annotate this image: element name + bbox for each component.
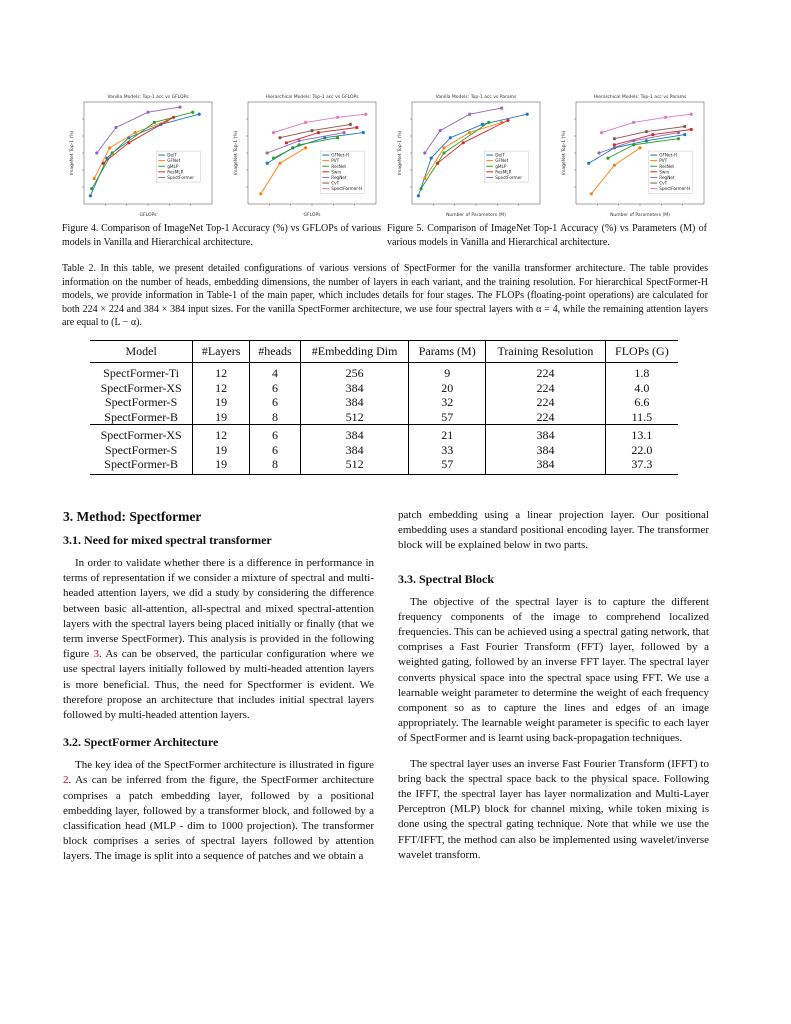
text-run: The key idea of the SpectFormer architecture is illustrated in figure [75, 759, 374, 772]
right-column [398, 508, 709, 873]
data-point [506, 119, 509, 122]
data-point [285, 141, 288, 144]
table-row [90, 363, 678, 381]
section-3-1-paragraph [63, 556, 374, 723]
legend-label: ResNet [331, 163, 347, 169]
data-point [304, 121, 307, 124]
table-cell: 384 [300, 425, 408, 443]
series-line [421, 122, 489, 188]
table-cell: 37.3 [605, 457, 678, 474]
series-line [591, 148, 640, 194]
table-cell: 19 [193, 443, 250, 458]
data-point [690, 128, 693, 131]
data-point [613, 143, 616, 146]
data-point [317, 131, 320, 134]
data-point [590, 192, 593, 195]
data-point [89, 194, 92, 197]
table-cell: 512 [300, 410, 408, 425]
table-cell: 20 [409, 381, 486, 396]
header-heads: #heads [250, 341, 301, 363]
plot-title: Vanilla Models: Top-1 acc vs Params [435, 95, 517, 100]
data-point [462, 141, 465, 144]
section-3-2-paragraph [63, 758, 374, 864]
table-row [90, 381, 678, 396]
table-cell: 1.8 [634, 366, 650, 381]
table-cell: SpectFormer-XS [90, 425, 193, 443]
header-model: Model [90, 341, 193, 363]
legend-label: gMLP [167, 163, 179, 169]
table-cell: 33 [409, 443, 486, 458]
table-cell: SpectFormer-XS [90, 381, 193, 396]
legend-label: ResNet [659, 163, 675, 169]
table-cell: 224 [486, 363, 606, 381]
legend-label: Swin [331, 169, 342, 175]
text-run: . As can be observed, the particular configuration where we use spectral layers initially followed by multi-headed attention layers is more beneficial. Thus, the need for Spectformer is evident. We therefore propose an architecture that includes initial spectral layers followed by multi-headed attention layers. [63, 648, 375, 722]
table-cell: 13.1 [605, 425, 678, 443]
header-training-resolution: Training Resolution [486, 341, 606, 363]
x-axis-label: GFLOPs [303, 213, 321, 218]
plot-hier-gflops [224, 92, 384, 220]
table-cell: SpectFormer-S [90, 443, 193, 458]
table-cell: 22.0 [631, 442, 653, 457]
legend-label: gMLP [495, 163, 507, 169]
legend-label: PVT [331, 158, 340, 164]
data-point [423, 177, 426, 180]
table-cell: 6 [250, 443, 301, 458]
data-point [645, 130, 648, 133]
figure-ref-link[interactable]: 2 [63, 774, 69, 787]
figure-5-caption: Figure 5. Comparison of ImageNet Top-1 Accuracy (%) vs Parameters (M) of various models in Vanilla and Hierarchical architecture. [387, 223, 707, 248]
legend-label: GFNet-H [659, 152, 677, 158]
data-point [304, 146, 307, 149]
data-point [597, 151, 600, 154]
plot-title: Hierarchical Models: Top-1 acc vs GFLOPs [265, 95, 359, 100]
data-point [430, 157, 433, 160]
table-cell: 224 [486, 395, 606, 410]
data-point [500, 107, 503, 110]
section-3-2-title: 3.2. SpectFormer Architecture [63, 735, 219, 750]
y-axis-label: ImageNet Top-1 (%) [234, 130, 239, 176]
table-cell: 11.5 [631, 409, 653, 424]
legend-label: DeiT [495, 152, 505, 158]
table-cell: 6 [250, 395, 301, 410]
data-point [645, 139, 648, 142]
left-column [63, 508, 374, 875]
x-axis-label: Number of Parameters (M) [610, 213, 670, 218]
data-point [683, 133, 686, 136]
data-point [298, 143, 301, 146]
data-point [632, 143, 635, 146]
table-cell: 21 [409, 425, 486, 443]
data-point [364, 113, 367, 116]
data-point [677, 137, 680, 140]
plot-vanilla-gflops [60, 92, 220, 220]
table-cell: 19 [193, 410, 250, 425]
data-point [442, 146, 445, 149]
plot-title: Hierarchical Models: Top-1 acc vs Params [593, 95, 687, 100]
data-point [349, 123, 352, 126]
data-point [468, 131, 471, 134]
plot-vanilla-params [388, 92, 548, 220]
table-cell: 384 [300, 443, 408, 458]
data-point [526, 113, 529, 116]
table-cell: 19 [193, 457, 250, 474]
data-point [449, 136, 452, 139]
legend-label: DeiT [167, 152, 177, 158]
header-embedding-dim: #Embedding Dim [300, 341, 408, 363]
data-point [419, 187, 422, 190]
table-cell: 224 [486, 381, 606, 396]
header-params: Params (M) [409, 341, 486, 363]
data-point [342, 131, 345, 134]
table-cell: 57 [409, 410, 486, 425]
table-cell: 6 [250, 381, 301, 396]
data-point [355, 126, 358, 129]
table-row [90, 443, 678, 458]
data-point [178, 106, 181, 109]
data-point [310, 129, 313, 132]
series-line [274, 114, 366, 132]
table-cell: 4 [250, 363, 301, 381]
legend-label: GFNet-H [331, 152, 349, 158]
table-cell: 384 [486, 443, 606, 458]
section-3-3-paragraph-1: The objective of the spectral layer is to capture the different frequency components of the image to comprehend localized frequencies. This can be achieved using a spectral gating network, that comprises a Fast Fourier Transform (FFT) layer, followed by a weighted gating, followed by an inverse FFT layer. The spectral layer converts physical space into the spectral space using FFT. We use a learnable weight parameter to determine the weight of each frequency component so as to capture the lines and edges of an image appropriately. The learnable weight parameter is specific to each layer of SpectFormer and is learnt using back-propagation techniques. [398, 595, 709, 745]
plot-svg [388, 92, 548, 220]
plot-hier-params [552, 92, 712, 220]
table-cell: SpectFormer-S [90, 395, 193, 410]
legend-label: SpectFormer [167, 175, 194, 181]
table-cell: 4.0 [634, 380, 650, 395]
plot-svg [552, 92, 712, 220]
table-cell: SpectFormer-B [90, 457, 193, 474]
series-line [602, 114, 692, 132]
data-point [468, 113, 471, 116]
data-point [690, 113, 693, 116]
plot-svg [60, 92, 220, 220]
section-3-3-paragraph-2: The spectral layer uses an inverse Fast Fourier Transform (IFFT) to bring back the spectral space back to the physical space. Following the IFFT, the spectral layer has layer normalization and Multi-Layer Perceptron (MLP) block for channel mixing, while token mixing is done using the spectral gating technique. Note that while we use the FFT/IFFT, the method can also be implemented using wavelet/inverse wavelet transform. [398, 757, 709, 861]
table-row [90, 410, 678, 425]
series-line [97, 107, 180, 153]
series-line [261, 148, 306, 194]
legend-label: SpectFormer-H [659, 186, 691, 192]
data-point [114, 126, 117, 129]
data-point [683, 125, 686, 128]
data-point [278, 136, 281, 139]
figure-4-caption: Figure 4. Comparison of ImageNet Top-1 Accuracy (%) vs GFLOPs of various models in Vanilla and Hierarchical architecture. [62, 223, 381, 248]
table-cell: 224 [486, 410, 606, 425]
data-point [266, 162, 269, 165]
data-point [613, 164, 616, 167]
plot-svg [224, 92, 384, 220]
table-cell: 6.6 [634, 395, 650, 410]
table-cell: SpectFormer-B [90, 410, 193, 425]
section-3-title: 3. Method: Spectformer [63, 509, 202, 524]
data-point [127, 141, 130, 144]
x-axis-label: GFLOPs [139, 213, 157, 218]
x-axis-label: Number of Parameters (M) [446, 213, 506, 218]
data-point [278, 162, 281, 165]
table-body [90, 363, 678, 475]
table-cell: 8 [250, 457, 301, 474]
data-point [102, 162, 105, 165]
data-point [423, 151, 426, 154]
data-point [90, 187, 93, 190]
data-point [677, 131, 680, 134]
data-point [298, 139, 301, 142]
table-row [90, 457, 678, 474]
data-point [108, 146, 111, 149]
table-cell: 19 [193, 395, 250, 410]
legend-label: GFNet [167, 158, 181, 164]
table-cell: 12 [193, 425, 250, 443]
data-point [362, 131, 365, 134]
data-point [439, 129, 442, 132]
data-point [436, 162, 439, 165]
data-point [198, 113, 201, 116]
table-cell: SpectFormer-Ti [90, 363, 193, 381]
data-point [632, 121, 635, 124]
figure-ref-link[interactable]: 3 [93, 648, 99, 661]
table-cell: 256 [300, 363, 408, 381]
legend-label: ResMLP [495, 169, 512, 175]
table-cell: 384 [300, 395, 408, 410]
continued-paragraph: patch embedding using a linear projection layer. Our positional embedding uses a standard positional encoding layer. The transformer block will be explained below in two parts. [398, 509, 709, 552]
data-point [587, 162, 590, 165]
data-point [632, 139, 635, 142]
config-table [90, 340, 678, 475]
table-cell: 384 [486, 457, 606, 474]
legend-label: ResMLP [167, 169, 184, 175]
legend-label: PVT [659, 158, 668, 164]
legend-label: RegNet [659, 175, 675, 181]
legend-label: CvT [331, 180, 340, 186]
data-point [417, 194, 420, 197]
table-cell: 512 [300, 457, 408, 474]
y-axis-label: ImageNet Top-1 (%) [562, 130, 567, 176]
table-cell: 8 [250, 410, 301, 425]
series-line [614, 127, 684, 139]
plot-title: Vanilla Models: Top-1 acc vs GFLOPs [107, 95, 189, 100]
table-row [90, 425, 678, 443]
y-axis-label: ImageNet Top-1 (%) [398, 130, 403, 176]
data-point [606, 157, 609, 160]
text-run: In order to validate whether there is a difference in performance in terms of representation if we consider a mixture of spectral and multi-headed attention layers, we did a study by considering the difference between basic all-attention, all-spectral and mixed spectral-attention layers with the spectral layers being placed initially or finally (that we term inverse SpectFormer). This analysis is provided in the following figure [63, 557, 374, 661]
series-line [425, 108, 502, 153]
table-cell: 9 [409, 363, 486, 381]
data-point [651, 133, 654, 136]
data-point [638, 146, 641, 149]
table-cell: 384 [300, 381, 408, 396]
legend-label: RegNet [331, 175, 347, 181]
data-point [442, 151, 445, 154]
table-cell: 384 [486, 425, 606, 443]
table-cell: 6 [250, 425, 301, 443]
header-layers: #Layers [193, 341, 250, 363]
data-point [95, 151, 98, 154]
legend-label: SpectFormer-H [331, 186, 363, 192]
table-header-row [90, 341, 678, 363]
data-point [259, 192, 262, 195]
data-point [487, 121, 490, 124]
figure-strip [60, 92, 712, 220]
legend-label: SpectFormer [495, 175, 522, 181]
table-cell: 12 [193, 381, 250, 396]
text-run: . As can be inferred from the figure, the SpectFormer architecture comprises a patch embedding layer, followed by a positional embedding layer, followed by a transformer block, and followed by a classification head (MLP - dim to 1000 projection). The transformer block comprises a series of spectral layers followed by attention layers. The image is split into a sequence of patches and we obtain a [63, 774, 374, 863]
data-point [93, 177, 96, 180]
table-row [90, 395, 678, 410]
data-point [272, 157, 275, 160]
y-axis-label: ImageNet Top-1 (%) [70, 130, 75, 176]
section-3-1-title: 3.1. Need for mixed spectral transformer [63, 533, 272, 547]
series-line [267, 133, 344, 153]
data-point [153, 121, 156, 124]
section-3-3-title: 3.3. Spectral Block [398, 571, 494, 586]
data-point [613, 137, 616, 140]
header-flops: FLOPs (G) [605, 341, 678, 363]
data-point [191, 111, 194, 114]
data-point [111, 151, 114, 154]
data-point [600, 131, 603, 134]
table-2-caption: Table 2. In this table, we present detailed configurations of various versions of SpectFormer for the vanilla transformer architecture. The table provides information on the number of heads, embedding dimensions, the number of layers in each variant, and the training resolution. For hierarchical SpectFormer-H models, we provide information in Table-1 of the main paper, which includes details for four stages. The FLOPs (floating-point operations) are calculated for both 224 × 224 and 384 × 384 input sizes. For the vanilla SpectFormer architecture, we use four spectral layers with α = 4, while the remaining attention layers are equal to (L − α). [62, 263, 708, 328]
data-point [172, 116, 175, 119]
legend-label: GFNet [495, 158, 509, 164]
table-cell: 12 [193, 363, 250, 381]
legend-label: CvT [659, 180, 668, 186]
data-point [146, 111, 149, 114]
data-point [336, 116, 339, 119]
data-point [134, 131, 137, 134]
legend-label: Swin [659, 169, 670, 175]
data-point [664, 116, 667, 119]
table-cell: 57 [409, 457, 486, 474]
table-cell: 32 [409, 395, 486, 410]
data-point [266, 151, 269, 154]
data-point [336, 136, 339, 139]
data-point [272, 131, 275, 134]
